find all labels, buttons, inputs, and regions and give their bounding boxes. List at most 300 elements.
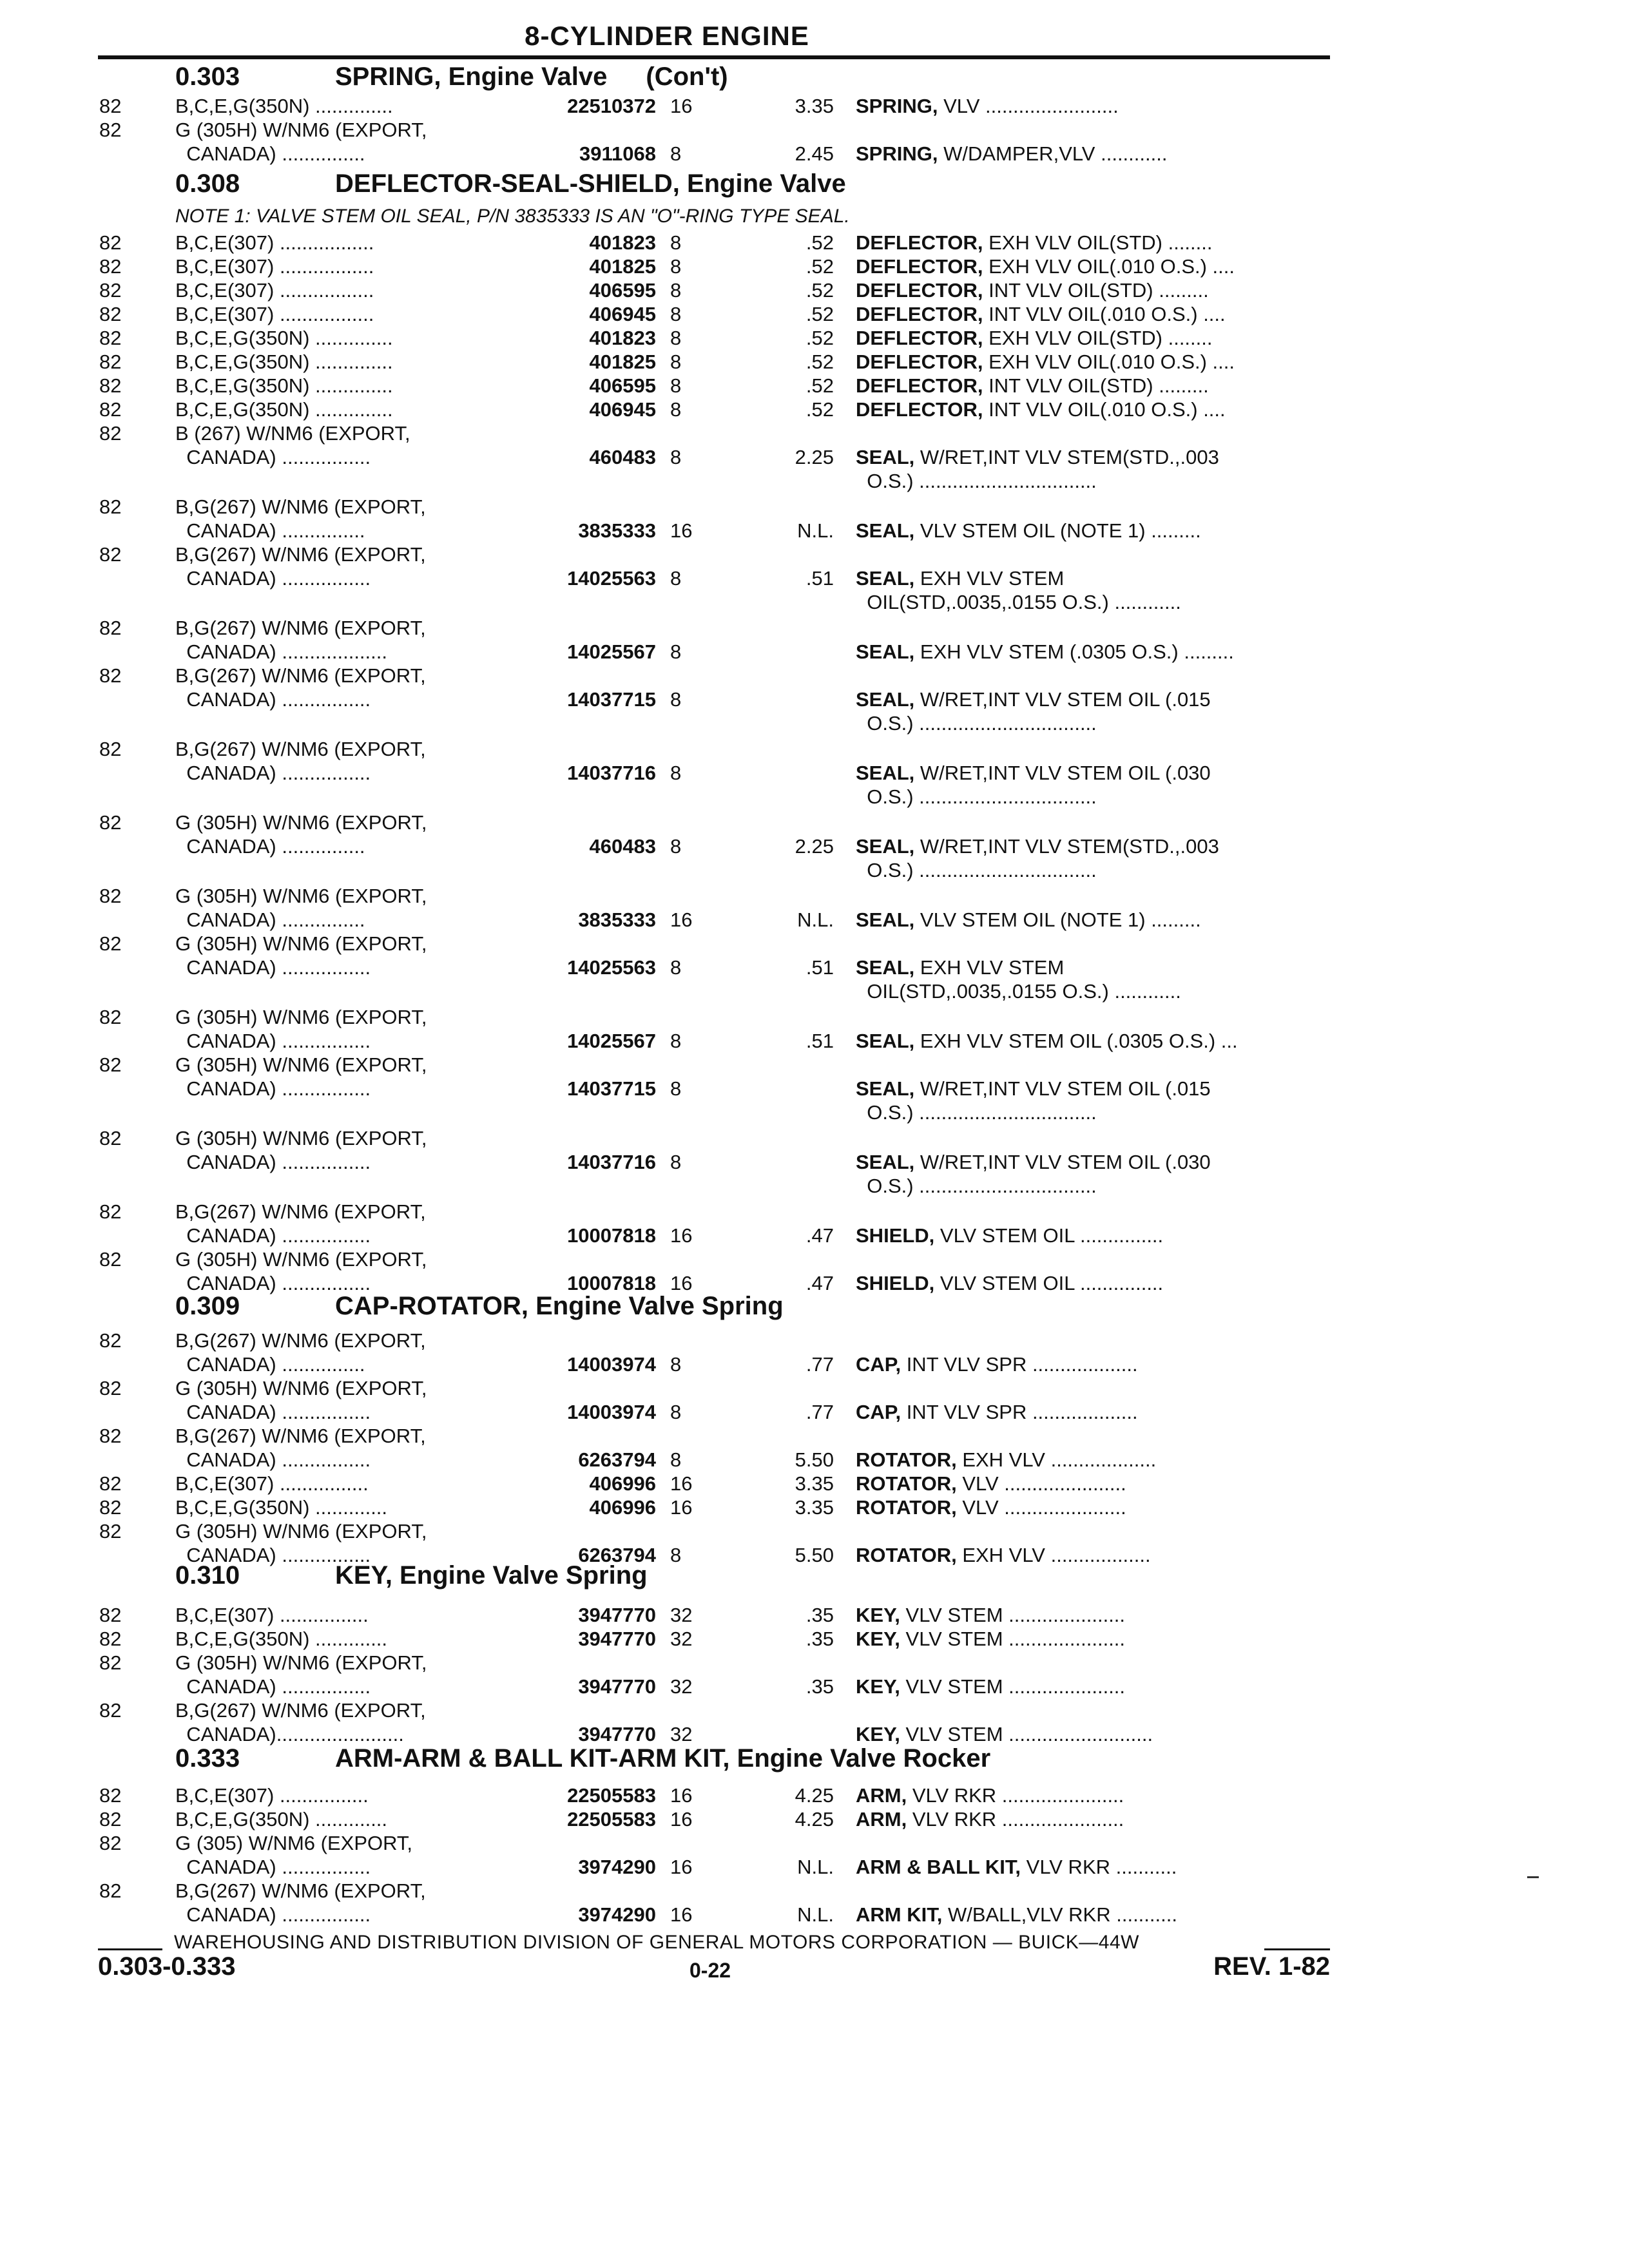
description-text: INT VLV OIL(STD) .........: [983, 374, 1209, 397]
part-number: 3947770: [578, 1675, 656, 1698]
model-year: 82: [99, 374, 122, 397]
quantity: 32: [670, 1723, 693, 1745]
table-row: [0, 142, 1629, 166]
part-number: 10007818: [567, 1272, 656, 1294]
application: CANADA) ...............: [175, 519, 365, 542]
part-number: 3947770: [578, 1723, 656, 1745]
section-title: [335, 62, 728, 91]
part-number: 3974290: [578, 1903, 656, 1926]
model-year: 82: [99, 351, 122, 373]
part-number: 406595: [589, 374, 656, 397]
description-keyword: DEFLECTOR,: [856, 279, 983, 302]
model-year: 82: [99, 1053, 122, 1076]
part-number: 6263794: [578, 1448, 656, 1471]
table-row: [0, 1053, 1629, 1077]
application: CANADA) ...............: [175, 142, 365, 165]
price: .35: [805, 1675, 834, 1698]
table-row: [0, 398, 1629, 421]
price: .52: [805, 327, 834, 349]
description-text: O.S.) ................................: [856, 712, 1097, 735]
description-text: VLV STEM .....................: [900, 1628, 1126, 1650]
price: .77: [805, 1353, 834, 1376]
table-row: [0, 884, 1629, 908]
description-keyword: ROTATOR,: [856, 1472, 957, 1495]
description-keyword: SEAL,: [856, 446, 915, 468]
table-row: [0, 1271, 1629, 1295]
description-text: OIL(STD,.0035,.0155 O.S.) ............: [856, 980, 1181, 1003]
description-text: VLV ......................: [956, 1496, 1126, 1519]
description: [856, 1722, 1330, 1746]
section-title-main: SPRING, Engine Valve: [335, 62, 608, 91]
part-number: 14003974: [567, 1353, 656, 1376]
description-text: VLV STEM OIL ...............: [934, 1224, 1164, 1247]
table-row: [0, 445, 1629, 469]
application: B,C,E,G(350N) ..............: [175, 374, 393, 397]
description-text: INT VLV SPR ...................: [901, 1401, 1138, 1423]
application: B,C,E(307) ................: [175, 1604, 369, 1626]
section-title-suffix: (Con't): [646, 62, 728, 91]
model-year: 82: [99, 422, 122, 445]
quantity: 8: [670, 1151, 682, 1173]
model-year: 82: [99, 885, 122, 907]
table-row: [0, 1831, 1629, 1855]
table-row: [0, 1329, 1629, 1352]
table-row: [0, 278, 1629, 302]
description: [856, 374, 1330, 398]
description-keyword: SEAL,: [856, 956, 915, 979]
table-row: [0, 1005, 1629, 1029]
table-row: [0, 785, 1629, 809]
model-year: 82: [99, 279, 122, 302]
quantity: 8: [670, 255, 682, 278]
table-row: [0, 908, 1629, 932]
application: B,C,E,G(350N) ..............: [175, 95, 393, 117]
quantity: 8: [670, 398, 682, 421]
part-number: 3835333: [578, 908, 656, 931]
description-keyword: SHIELD,: [856, 1224, 935, 1247]
quantity: 8: [670, 279, 682, 302]
part-number: 406945: [589, 303, 656, 325]
application: B,G(267) W/NM6 (EXPORT,: [175, 1425, 426, 1447]
table-row: [0, 231, 1629, 255]
table-row: [0, 543, 1629, 566]
description-text: VLV ......................: [956, 1472, 1126, 1495]
application: B,G(267) W/NM6 (EXPORT,: [175, 1200, 426, 1223]
application: B,C,E,G(350N) .............: [175, 1628, 388, 1650]
price: .51: [805, 956, 834, 979]
application: B,G(267) W/NM6 (EXPORT,: [175, 738, 426, 760]
table-row: [0, 1126, 1629, 1150]
description-text: VLV STEM OIL ...............: [934, 1272, 1164, 1294]
description-keyword: DEFLECTOR,: [856, 303, 983, 325]
application: CANADA) ...............: [175, 835, 365, 858]
quantity: 8: [670, 1544, 682, 1566]
description-keyword: SPRING,: [856, 95, 938, 117]
description-text: O.S.) ................................: [856, 1175, 1097, 1197]
model-year: 82: [99, 1604, 122, 1626]
description: [856, 1448, 1330, 1472]
application: CANADA) ................: [175, 1077, 371, 1100]
application: CANADA) ................: [175, 1675, 371, 1698]
model-year: 82: [99, 1127, 122, 1149]
description-keyword: ARM,: [856, 1784, 907, 1807]
description-text: O.S.) ................................: [856, 785, 1097, 808]
table-row: [0, 1519, 1629, 1543]
application: B,C,E(307) .................: [175, 255, 374, 278]
part-number: 10007818: [567, 1224, 656, 1247]
application: G (305) W/NM6 (EXPORT,: [175, 1832, 413, 1854]
description-keyword: ROTATOR,: [856, 1544, 957, 1566]
application: CANADA) ................: [175, 1030, 371, 1052]
description: [856, 94, 1330, 118]
table-row: [0, 421, 1629, 445]
description-text: EXH VLV ..................: [956, 1544, 1151, 1566]
description-keyword: DEFLECTOR,: [856, 255, 983, 278]
description-text: EXH VLV ...................: [956, 1448, 1157, 1471]
description-keyword: KEY,: [856, 1604, 900, 1626]
application: B,C,E,G(350N) ..............: [175, 327, 393, 349]
footer-rule-right: [1264, 1948, 1330, 1950]
description-keyword: KEY,: [856, 1675, 900, 1698]
description-keyword: CAP,: [856, 1401, 901, 1423]
application: B,G(267) W/NM6 (EXPORT,: [175, 1879, 426, 1902]
description-text: INT VLV OIL(.010 O.S.) ....: [983, 398, 1226, 421]
section-number: 0.310: [175, 1561, 240, 1590]
table-row: [0, 326, 1629, 350]
description: [856, 255, 1330, 278]
header-rule: [98, 55, 1330, 59]
description: [856, 566, 1330, 590]
description: [856, 1675, 1330, 1698]
table-row: [0, 1100, 1629, 1124]
table-row: [0, 1472, 1629, 1495]
quantity: 16: [670, 1496, 693, 1519]
model-year: 82: [99, 303, 122, 325]
application: G (305H) W/NM6 (EXPORT,: [175, 1248, 427, 1271]
table-row: [0, 1400, 1629, 1424]
table-row: [0, 1150, 1629, 1174]
table-row: [0, 566, 1629, 590]
table-row: [0, 834, 1629, 858]
description-text: INT VLV OIL(STD) .........: [983, 279, 1209, 302]
description-keyword: DEFLECTOR,: [856, 351, 983, 373]
description: [856, 278, 1330, 302]
table-row: [0, 1698, 1629, 1722]
model-year: 82: [99, 1377, 122, 1399]
quantity: 16: [670, 1272, 693, 1294]
description-text: INT VLV OIL(.010 O.S.) ....: [983, 303, 1226, 325]
table-row: [0, 1807, 1629, 1831]
table-row: [0, 94, 1629, 118]
table-row: [0, 374, 1629, 398]
model-year: 82: [99, 1472, 122, 1495]
description: [856, 590, 1330, 614]
model-year: 82: [99, 1200, 122, 1223]
description: [856, 761, 1330, 785]
table-row: [0, 255, 1629, 278]
table-row: [0, 590, 1629, 614]
footer-page-number: 0-22: [689, 1959, 731, 1982]
model-year: 82: [99, 231, 122, 254]
price: .35: [805, 1628, 834, 1650]
description: [856, 1627, 1330, 1651]
quantity: 8: [670, 142, 682, 165]
application: CANADA) ...............: [175, 1353, 365, 1376]
model-year: 82: [99, 95, 122, 117]
description-keyword: SEAL,: [856, 519, 915, 542]
description: [856, 1807, 1330, 1831]
part-number: 406595: [589, 279, 656, 302]
application: B,C,E,G(350N) .............: [175, 1808, 388, 1831]
application: B,C,E,G(350N) ..............: [175, 398, 393, 421]
description-keyword: SPRING,: [856, 142, 938, 165]
quantity: 8: [670, 1401, 682, 1423]
application: G (305H) W/NM6 (EXPORT,: [175, 1377, 427, 1399]
description-text: VLV ........................: [938, 95, 1119, 117]
model-year: 82: [99, 1520, 122, 1542]
table-row: [0, 1200, 1629, 1224]
part-number: 14037715: [567, 688, 656, 711]
price: .52: [805, 255, 834, 278]
part-number: 14025567: [567, 640, 656, 663]
application: B,G(267) W/NM6 (EXPORT,: [175, 1699, 426, 1722]
model-year: 82: [99, 327, 122, 349]
description-text: O.S.) ................................: [856, 1101, 1097, 1124]
price: 2.25: [795, 446, 834, 468]
table-row: [0, 1376, 1629, 1400]
application: CANADA) ................: [175, 762, 371, 784]
quantity: 8: [670, 1353, 682, 1376]
description-text: VLV STEM .....................: [900, 1604, 1126, 1626]
section-title: [335, 1744, 1029, 1773]
description: [856, 398, 1330, 421]
price: 3.35: [795, 1472, 834, 1495]
description-keyword: SEAL,: [856, 1151, 915, 1173]
description-text: VLV RKR ...........: [1021, 1856, 1177, 1878]
part-number: 22510372: [567, 95, 656, 117]
table-row: [0, 302, 1629, 326]
model-year: 82: [99, 543, 122, 566]
table-row: [0, 711, 1629, 735]
application: CANADA) ................: [175, 1401, 371, 1423]
price: .52: [805, 398, 834, 421]
footer-publisher: WAREHOUSING AND DISTRIBUTION DIVISION OF GENERAL MOTORS CORPORATION — BUICK—44W: [174, 1932, 1139, 1953]
description-text: W/RET,INT VLV STEM OIL (.030: [914, 762, 1211, 784]
quantity: 8: [670, 1077, 682, 1100]
section-number: 0.333: [175, 1744, 240, 1773]
price: 5.50: [795, 1544, 834, 1566]
part-number: 3947770: [578, 1628, 656, 1650]
application: B,C,E(307) .................: [175, 303, 374, 325]
description-keyword: DEFLECTOR,: [856, 374, 983, 397]
description-keyword: DEFLECTOR,: [856, 231, 983, 254]
table-row: [0, 519, 1629, 543]
price: .52: [805, 374, 834, 397]
description-keyword: SEAL,: [856, 835, 915, 858]
model-year: 82: [99, 495, 122, 518]
quantity: 8: [670, 640, 682, 663]
quantity: 8: [670, 688, 682, 711]
application: CANADA) ................: [175, 688, 371, 711]
table-row: [0, 858, 1629, 882]
table-row: [0, 1352, 1629, 1376]
description: [856, 1543, 1330, 1567]
application: B,G(267) W/NM6 (EXPORT,: [175, 1329, 426, 1352]
table-row: [0, 1879, 1629, 1903]
description: [856, 785, 1330, 809]
application: CANADA).......................: [175, 1723, 404, 1745]
application: G (305H) W/NM6 (EXPORT,: [175, 1006, 427, 1028]
table-row: [0, 616, 1629, 640]
section-title-main: KEY, Engine Valve Spring: [335, 1561, 648, 1590]
description: [856, 1495, 1330, 1519]
description-text: EXH VLV OIL(STD) ........: [983, 231, 1213, 254]
quantity: 16: [670, 1224, 693, 1247]
description: [856, 687, 1330, 711]
section-header: [0, 62, 1629, 91]
price: .47: [805, 1272, 834, 1294]
description-keyword: CAP,: [856, 1353, 901, 1376]
quantity: 32: [670, 1604, 693, 1626]
table-row: [0, 1543, 1629, 1567]
application: CANADA) ................: [175, 1544, 371, 1566]
table-row: [0, 1077, 1629, 1100]
quantity: 8: [670, 762, 682, 784]
price: .52: [805, 231, 834, 254]
description-text: VLV STEM OIL (NOTE 1) .........: [914, 519, 1201, 542]
description-text: W/RET,INT VLV STEM(STD.,.003: [914, 835, 1219, 858]
quantity: 16: [670, 519, 693, 542]
description: [856, 1271, 1330, 1295]
description: [856, 350, 1330, 374]
note-text: NOTE 1: VALVE STEM OIL SEAL, P/N 3835333 IS AN "O"-RING TYPE SEAL.: [175, 206, 850, 227]
table-row: [0, 118, 1629, 142]
part-number: 406996: [589, 1472, 656, 1495]
table-row: [0, 469, 1629, 493]
description: [856, 302, 1330, 326]
description: [856, 711, 1330, 735]
description: [856, 142, 1330, 166]
table-row: [0, 1855, 1629, 1879]
price: .52: [805, 351, 834, 373]
table-row: [0, 1722, 1629, 1746]
part-number: 14025567: [567, 1030, 656, 1052]
quantity: 16: [670, 95, 693, 117]
description: [856, 1077, 1330, 1100]
model-year: 82: [99, 1699, 122, 1722]
application: CANADA) ................: [175, 1448, 371, 1471]
model-year: 82: [99, 811, 122, 834]
table-row: [0, 1029, 1629, 1053]
description-keyword: SEAL,: [856, 567, 915, 590]
part-number: 3911068: [579, 142, 656, 165]
footer-range: 0.303-0.333: [98, 1952, 236, 1981]
description-keyword: ARM,: [856, 1808, 907, 1831]
price: N.L.: [797, 908, 834, 931]
table-row: [0, 932, 1629, 956]
footer-rule-left: [98, 1948, 162, 1950]
model-year: 82: [99, 119, 122, 141]
table-row: [0, 1675, 1629, 1698]
model-year: 82: [99, 1006, 122, 1028]
description-keyword: SEAL,: [856, 688, 915, 711]
model-year: 82: [99, 255, 122, 278]
application: B,G(267) W/NM6 (EXPORT,: [175, 495, 426, 518]
description-text: W/RET,INT VLV STEM OIL (.015: [914, 688, 1211, 711]
price: N.L.: [797, 1856, 834, 1878]
description: [856, 326, 1330, 350]
application: G (305H) W/NM6 (EXPORT,: [175, 1651, 427, 1674]
table-row: [0, 687, 1629, 711]
description-text: VLV STEM OIL (NOTE 1) .........: [914, 908, 1201, 931]
description: [856, 1903, 1330, 1927]
application: CANADA) ...................: [175, 640, 387, 663]
price: 2.25: [795, 835, 834, 858]
part-number: 406945: [589, 398, 656, 421]
model-year: 82: [99, 1329, 122, 1352]
table-row: [0, 1424, 1629, 1448]
description: [856, 231, 1330, 255]
table-row: [0, 1651, 1629, 1675]
price: N.L.: [797, 519, 834, 542]
description-keyword: SEAL,: [856, 640, 915, 663]
description-text: W/DAMPER,VLV ............: [938, 142, 1168, 165]
application: CANADA) ...............: [175, 908, 365, 931]
description-text: EXH VLV OIL(STD) ........: [983, 327, 1213, 349]
description-keyword: DEFLECTOR,: [856, 327, 983, 349]
description: [856, 1472, 1330, 1495]
part-number: 6263794: [578, 1544, 656, 1566]
model-year: 82: [99, 398, 122, 421]
application: CANADA) ................: [175, 446, 371, 468]
quantity: 16: [670, 1784, 693, 1807]
section-title: [335, 169, 885, 198]
section-header: [0, 1744, 1629, 1773]
footer-revision: REV. 1-82: [1213, 1952, 1330, 1981]
table-row: [0, 1903, 1629, 1927]
application: G (305H) W/NM6 (EXPORT,: [175, 885, 427, 907]
description-text: W/RET,INT VLV STEM(STD.,.003: [914, 446, 1219, 468]
price: .51: [805, 1030, 834, 1052]
application: B,C,E(307) .................: [175, 279, 374, 302]
table-row: [0, 1627, 1629, 1651]
model-year: 82: [99, 1808, 122, 1831]
description-text: VLV RKR ......................: [907, 1808, 1124, 1831]
section-title: [335, 1291, 822, 1321]
description: [856, 1100, 1330, 1124]
description-keyword: SHIELD,: [856, 1272, 935, 1294]
table-row: [0, 495, 1629, 519]
model-year: 82: [99, 1784, 122, 1807]
quantity: 8: [670, 835, 682, 858]
description: [856, 858, 1330, 882]
description: [856, 469, 1330, 493]
table-row: [0, 1448, 1629, 1472]
description-text: O.S.) ................................: [856, 859, 1097, 881]
price: 3.35: [795, 1496, 834, 1519]
model-year: 82: [99, 1651, 122, 1674]
quantity: 16: [670, 1472, 693, 1495]
description-text: W/RET,INT VLV STEM OIL (.030: [914, 1151, 1211, 1173]
model-year: 82: [99, 664, 122, 687]
description-keyword: KEY,: [856, 1723, 900, 1745]
table-row: [0, 1224, 1629, 1247]
description-text: EXH VLV STEM (.0305 O.S.) .........: [914, 640, 1234, 663]
description: [856, 1150, 1330, 1174]
description-text: W/RET,INT VLV STEM OIL (.015: [914, 1077, 1211, 1100]
description-keyword: ARM & BALL KIT,: [856, 1856, 1021, 1878]
description: [856, 1783, 1330, 1807]
